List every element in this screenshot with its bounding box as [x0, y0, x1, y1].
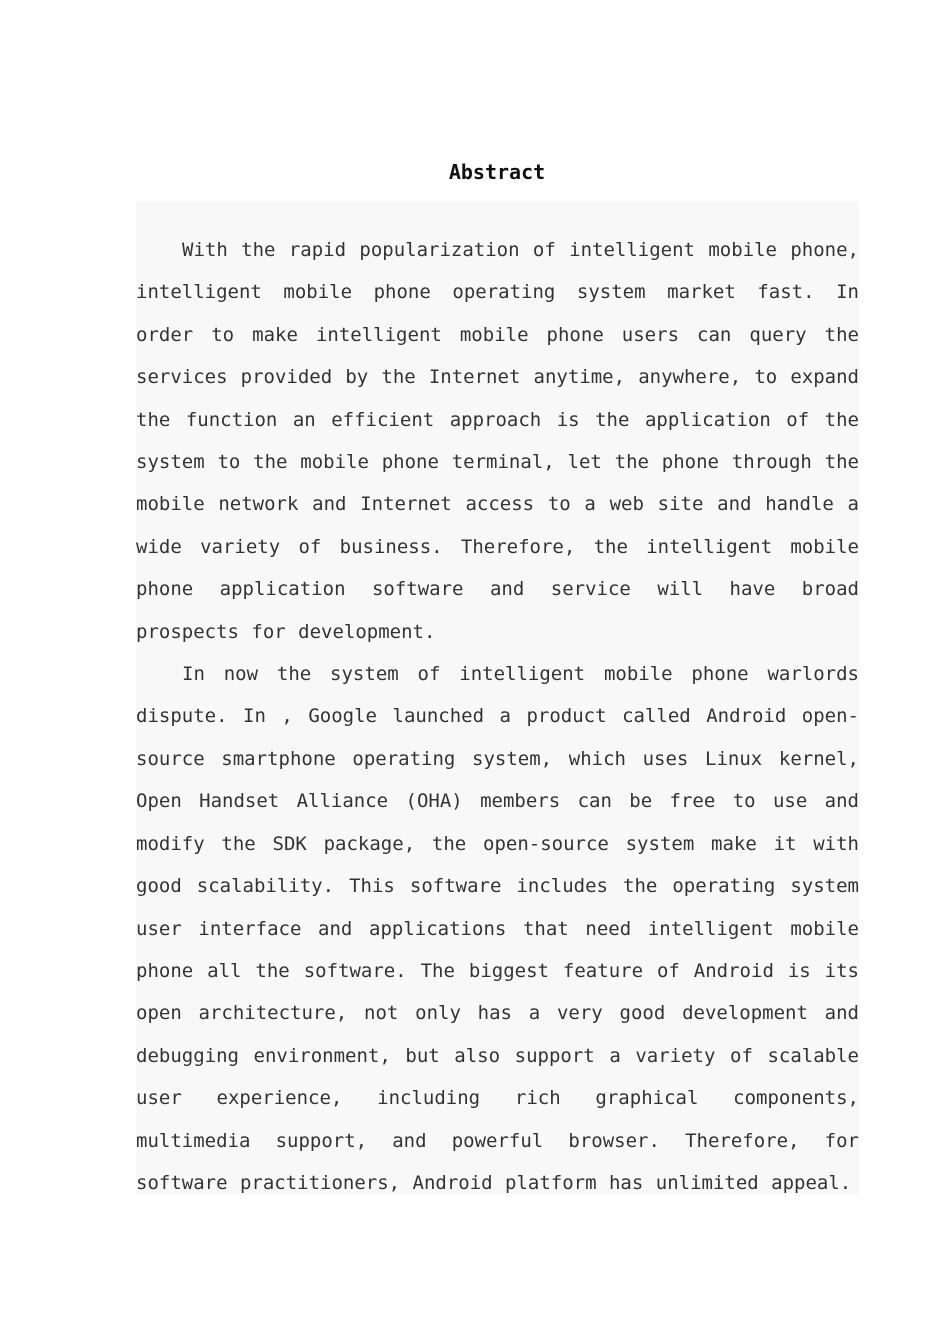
page-title: Abstract	[448, 160, 546, 184]
abstract-paragraph-2: In now the system of intelligent mobile phone warlords dispute. In , Google launched a product called Android open-source smartphone operating system, which uses Linux kernel, Open Handset Alliance (OHA) members can be free to use and modify the SDK package, the open-source system make it with good scalability. This software includes the operating system user interface and applications that need intelligent mobile phone all the software. The biggest feature of Android is its open architecture, not only has a very good development and debugging environment, but also support a variety of scalable user experience, including rich graphical components, multimedia support, and powerful browser. Therefore, for software practitioners, Android platform has unlimited appeal.	[136, 663, 859, 1194]
abstract-body	[136, 201, 859, 1194]
abstract-paragraph-1: With the rapid popularization of intelligent mobile phone, intelligent mobile phone operating system market fast. In order to make intelligent mobile phone users can query the services provided by the Internet anytime, anywhere, to expand the function an efficient approach is the application of the system to the mobile phone terminal, let the phone through the mobile network and Internet access to a web site and handle a wide variety of business. Therefore, the intelligent mobile phone application software and service will have broad prospects for development.	[136, 239, 859, 643]
